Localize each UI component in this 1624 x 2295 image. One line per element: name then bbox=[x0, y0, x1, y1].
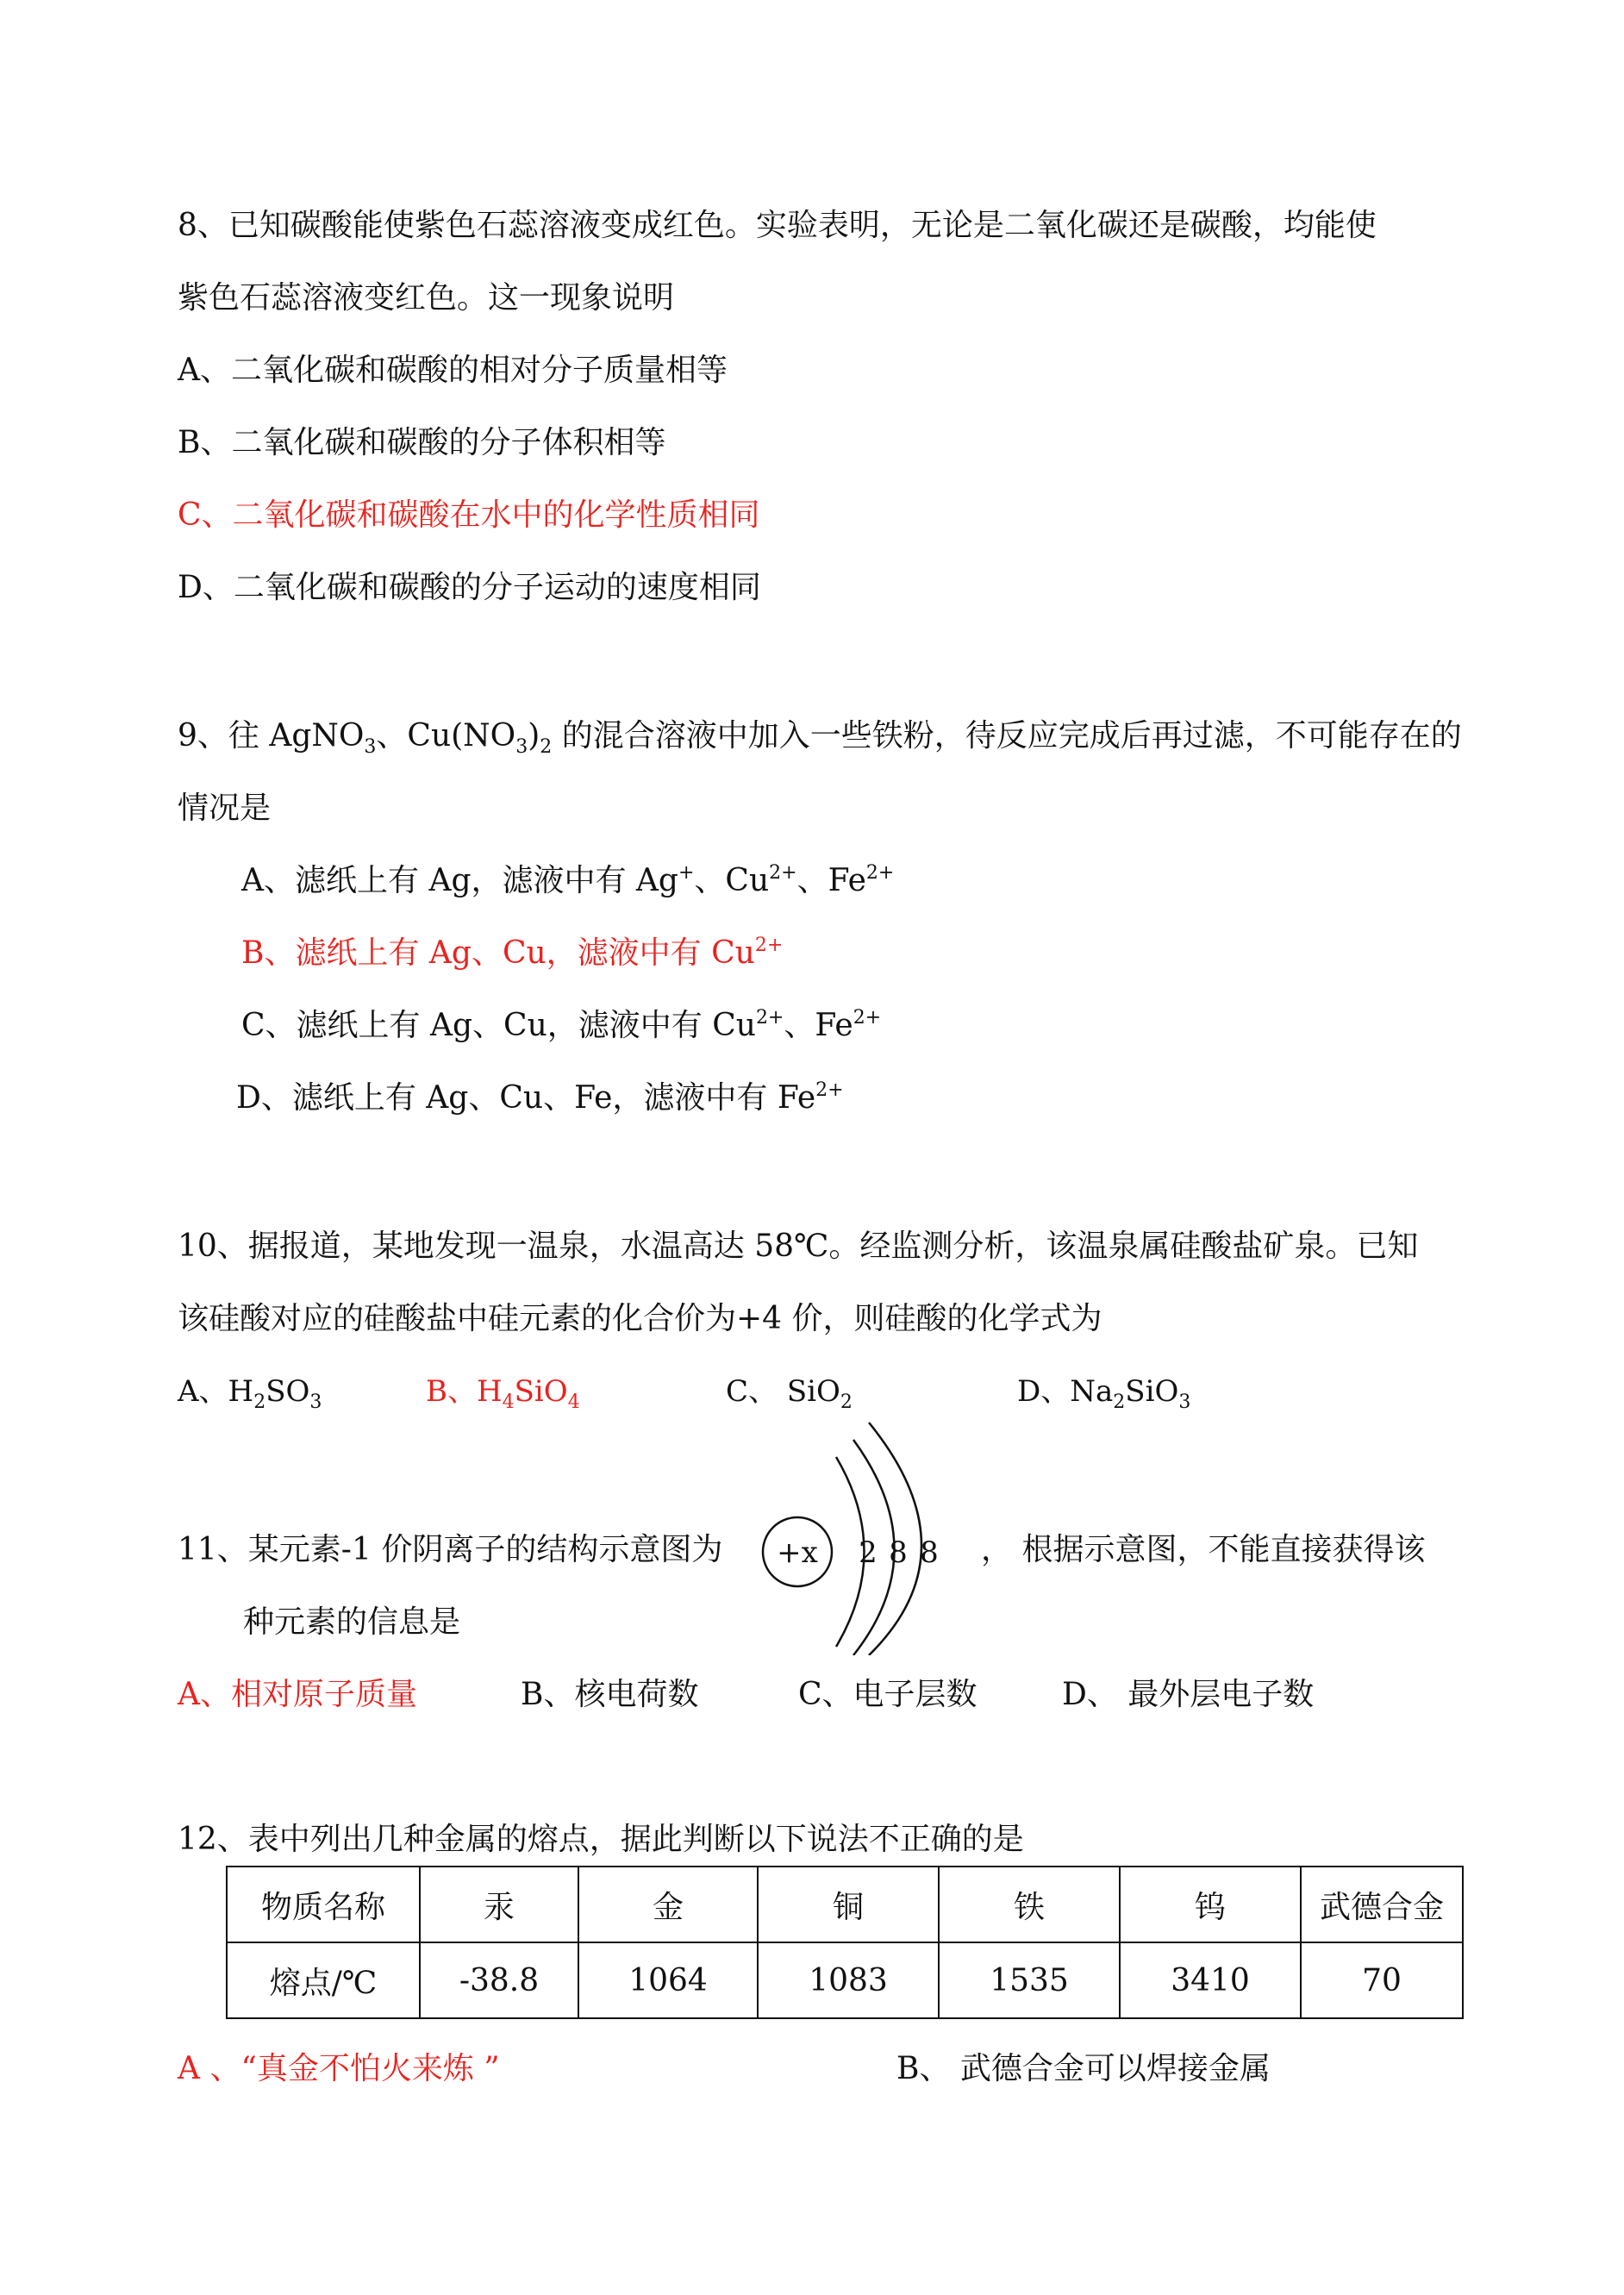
q9-sub-3b: 3 bbox=[515, 736, 528, 758]
q10-option-a-sub2: 3 bbox=[309, 1391, 322, 1413]
q11-option-d: D、 最外层电子数 bbox=[1062, 1677, 1315, 1712]
q11-stem-line2: 种元素的信息是 bbox=[243, 1604, 461, 1640]
q8-option-c: C、二氧化碳和碳酸在水中的化学性质相同 bbox=[178, 497, 760, 533]
q9-option-a-fe: 、Fe bbox=[796, 863, 866, 898]
q10-option-a-h: A、H bbox=[178, 1374, 254, 1409]
q11-stem-b: ， 根据示意图，不能直接获得该 bbox=[981, 1532, 1426, 1567]
melting-point-table bbox=[226, 1866, 1464, 2019]
q8-option-b: B、二氧化碳和碳酸的分子体积相等 bbox=[178, 425, 666, 460]
q9-option-a-sup1: + bbox=[678, 862, 695, 884]
q8-stem-line2: 紫色石蕊溶液变红色。这一现象说明 bbox=[178, 280, 675, 316]
q10-option-a bbox=[178, 1373, 322, 1413]
q9-option-c-fe: 、Fe bbox=[784, 1008, 853, 1043]
q11-option-b: B、核电荷数 bbox=[521, 1677, 699, 1712]
q9-stem-line1 bbox=[178, 717, 1462, 758]
q9-option-b-text: B、滤纸上有 Ag、Cu，滤液中有 Cu bbox=[241, 935, 755, 971]
q12-option-a: A 、“真金不怕火来炼 ” bbox=[178, 2051, 500, 2086]
table-cell: 熔点/℃ bbox=[227, 1942, 420, 2018]
q10-stem-line2: 该硅酸对应的硅酸盐中硅元素的化合价为+4 价，则硅酸的化学式为 bbox=[178, 1301, 1102, 1336]
q8-option-a: A、二氧化碳和碳酸的相对分子质量相等 bbox=[178, 353, 728, 388]
q11-option-c: C、电子层数 bbox=[798, 1677, 978, 1712]
shell-2-electrons: 8 bbox=[889, 1535, 908, 1570]
q9-option-c-sup2: 2+ bbox=[853, 1007, 882, 1029]
q10-option-a-sub1: 2 bbox=[253, 1391, 266, 1413]
table-cell: 1535 bbox=[939, 1942, 1120, 2018]
q10-option-c-sub: 2 bbox=[840, 1391, 853, 1413]
q9-option-c-text: C、滤纸上有 Ag、Cu，滤液中有 Cu bbox=[241, 1008, 756, 1043]
q10-option-d-sub2: 3 bbox=[1178, 1391, 1191, 1413]
q9-option-b bbox=[241, 935, 783, 972]
q10-option-d-sub1: 2 bbox=[1113, 1391, 1126, 1413]
table-cell: 金 bbox=[578, 1867, 758, 1942]
nucleus-label: +x bbox=[777, 1535, 818, 1570]
q9-option-b-sup: 2+ bbox=[754, 935, 784, 956]
q9-stem-text-b: 、Cu(NO bbox=[376, 718, 516, 754]
q11-stem-a: 11、某元素-1 价阴离子的结构示意图为 bbox=[178, 1532, 723, 1567]
q12-option-b: B、 武德合金可以焊接金属 bbox=[896, 2051, 1271, 2086]
table-cell: 物质名称 bbox=[227, 1867, 420, 1942]
q9-option-a-sup2: 2+ bbox=[769, 862, 797, 884]
q10-option-b-sio: SiO bbox=[514, 1374, 568, 1409]
table-cell: 武德合金 bbox=[1301, 1867, 1463, 1942]
q9-option-c bbox=[241, 1007, 881, 1045]
q9-option-a-sup3: 2+ bbox=[865, 862, 895, 884]
q12-stem: 12、表中列出几种金属的熔点，据此判断以下说法不正确的是 bbox=[178, 1822, 1024, 1857]
q11-option-a: A、相对原子质量 bbox=[178, 1677, 417, 1712]
q10-option-b-h: B、H bbox=[426, 1374, 503, 1409]
q8-stem-line1: 8、已知碳酸能使紫色石蕊溶液变成红色。实验表明，无论是二氧化碳还是碳酸，均能使 bbox=[178, 208, 1377, 243]
q10-option-d bbox=[1017, 1373, 1191, 1413]
q9-option-a-text: A、滤纸上有 Ag，滤液中有 Ag bbox=[241, 863, 678, 898]
table-cell: 1064 bbox=[578, 1942, 758, 2018]
q10-option-d-na: D、Na bbox=[1017, 1374, 1114, 1409]
q10-option-d-sio: SiO bbox=[1125, 1374, 1179, 1409]
table-cell: 钨 bbox=[1120, 1867, 1301, 1942]
q10-option-c-sio: C、 SiO bbox=[726, 1374, 840, 1409]
q9-stem-text-a: 9、往 AgNO bbox=[178, 718, 365, 754]
table-cell: 铁 bbox=[939, 1867, 1120, 1942]
table-row bbox=[227, 1942, 1463, 2018]
shell-3-electrons: 8 bbox=[920, 1535, 939, 1570]
q10-option-c bbox=[726, 1373, 853, 1413]
q9-option-a bbox=[241, 862, 894, 900]
q10-stem-line1: 10、据报道，某地发现一温泉，水温高达 58℃。经监测分析，该温泉属硅酸盐矿泉。已知 bbox=[178, 1229, 1419, 1264]
ion-structure-diagram bbox=[741, 1414, 965, 1655]
q9-sub-3: 3 bbox=[364, 736, 377, 758]
table-cell: 3410 bbox=[1120, 1942, 1301, 2018]
q9-stem-text-d: 的混合溶液中加入一些铁粉，待反应完成后再过滤，不可能存在的 bbox=[552, 718, 1462, 754]
q10-option-b bbox=[426, 1373, 580, 1413]
q9-stem-text-c: ) bbox=[528, 718, 540, 754]
table-cell: 汞 bbox=[420, 1867, 578, 1942]
q9-option-a-cu: 、Cu bbox=[694, 863, 770, 898]
table-cell: 70 bbox=[1301, 1942, 1463, 2018]
q9-sub-2: 2 bbox=[540, 736, 553, 758]
q9-option-c-sup1: 2+ bbox=[755, 1007, 784, 1029]
table-cell: 铜 bbox=[758, 1867, 939, 1942]
q9-option-d bbox=[236, 1079, 844, 1117]
table-cell: -38.8 bbox=[420, 1942, 578, 2018]
q10-option-b-sub1: 4 bbox=[502, 1391, 515, 1413]
q10-option-a-so: SO bbox=[265, 1374, 310, 1409]
q9-option-d-sup: 2+ bbox=[815, 1079, 844, 1101]
q9-stem-line2: 情况是 bbox=[178, 791, 272, 826]
q9-option-d-text: D、滤纸上有 Ag、Cu、Fe，滤液中有 Fe bbox=[236, 1080, 816, 1116]
shell-1-electrons: 2 bbox=[859, 1535, 878, 1570]
table-header-row bbox=[227, 1867, 1463, 1942]
q8-option-d: D、二氧化碳和碳酸的分子运动的速度相同 bbox=[178, 570, 761, 605]
table-cell: 1083 bbox=[758, 1942, 939, 2018]
q10-option-b-sub2: 4 bbox=[567, 1391, 580, 1413]
